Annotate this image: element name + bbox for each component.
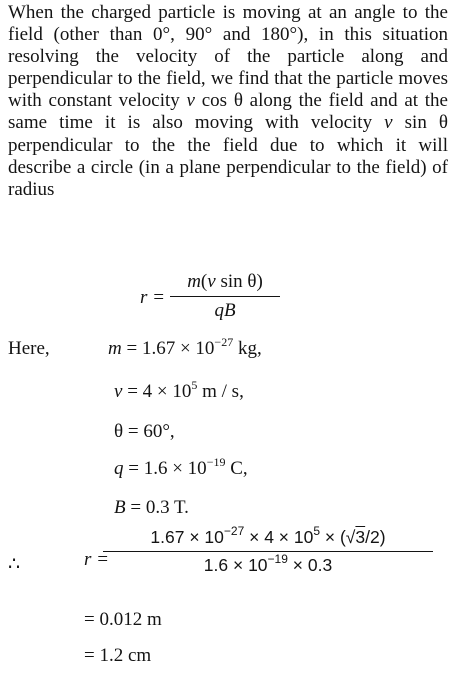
explanation-paragraph — [8, 2, 448, 201]
velocity-symbol: v — [186, 90, 195, 112]
paragraph-text: along the field and at the same time it is also moving with velocity — [8, 90, 448, 134]
fraction-denominator: $1.6 \times 10^{-19} \times 0.3$ — [203, 552, 333, 575]
given-mass: $m = 1.67 \times 10^{-27}$ kg, — [108, 335, 262, 359]
fraction-denominator: qB — [214, 300, 236, 321]
fraction-numerator: $1.67 \times 10^{-27} \times 4 \times 10^5 \times (√3/2)$ — [150, 524, 386, 547]
formula-radius-lhs: r = — [140, 287, 165, 308]
fraction-numerator: m(v sin θ) — [187, 271, 263, 292]
result-meters: = 0.012 m — [84, 609, 162, 630]
formula-substitution-lhs: r = — [84, 549, 109, 570]
paragraph-text: cos — [194, 90, 234, 112]
fraction-bar — [170, 296, 280, 297]
given-velocity: $v = 4 \times 10^5$ m / s, — [114, 378, 244, 402]
result-centimeters: = 1.2 cm — [84, 645, 152, 666]
paragraph-text: perpendicular to the the field due to which it will describe a circle (in a plane perpendicular to the field) of radius — [8, 134, 448, 200]
paragraph-text: When the charged particle is moving at an angle to the field (other than 0°, 90° and 180°), in this situation resolving the velocity of the particle along and perpendicular to the field, we find that the particle moves with constant velocity — [8, 2, 448, 112]
given-field: B = 0.3 T. — [114, 497, 189, 518]
theta-symbol: θ — [438, 112, 448, 134]
here-label: Here, — [8, 338, 50, 359]
therefore-symbol: ∴ — [8, 554, 21, 575]
theta-symbol: θ — [233, 90, 243, 112]
formula-radius-fraction — [170, 271, 280, 322]
velocity-symbol: v — [384, 112, 393, 134]
formula-substitution-fraction — [103, 524, 433, 576]
given-angle: θ = 60°, — [114, 421, 175, 442]
paragraph-text: sin — [392, 112, 439, 134]
given-charge: $q = 1.6 \times 10^{-19}$ C, — [114, 455, 248, 479]
